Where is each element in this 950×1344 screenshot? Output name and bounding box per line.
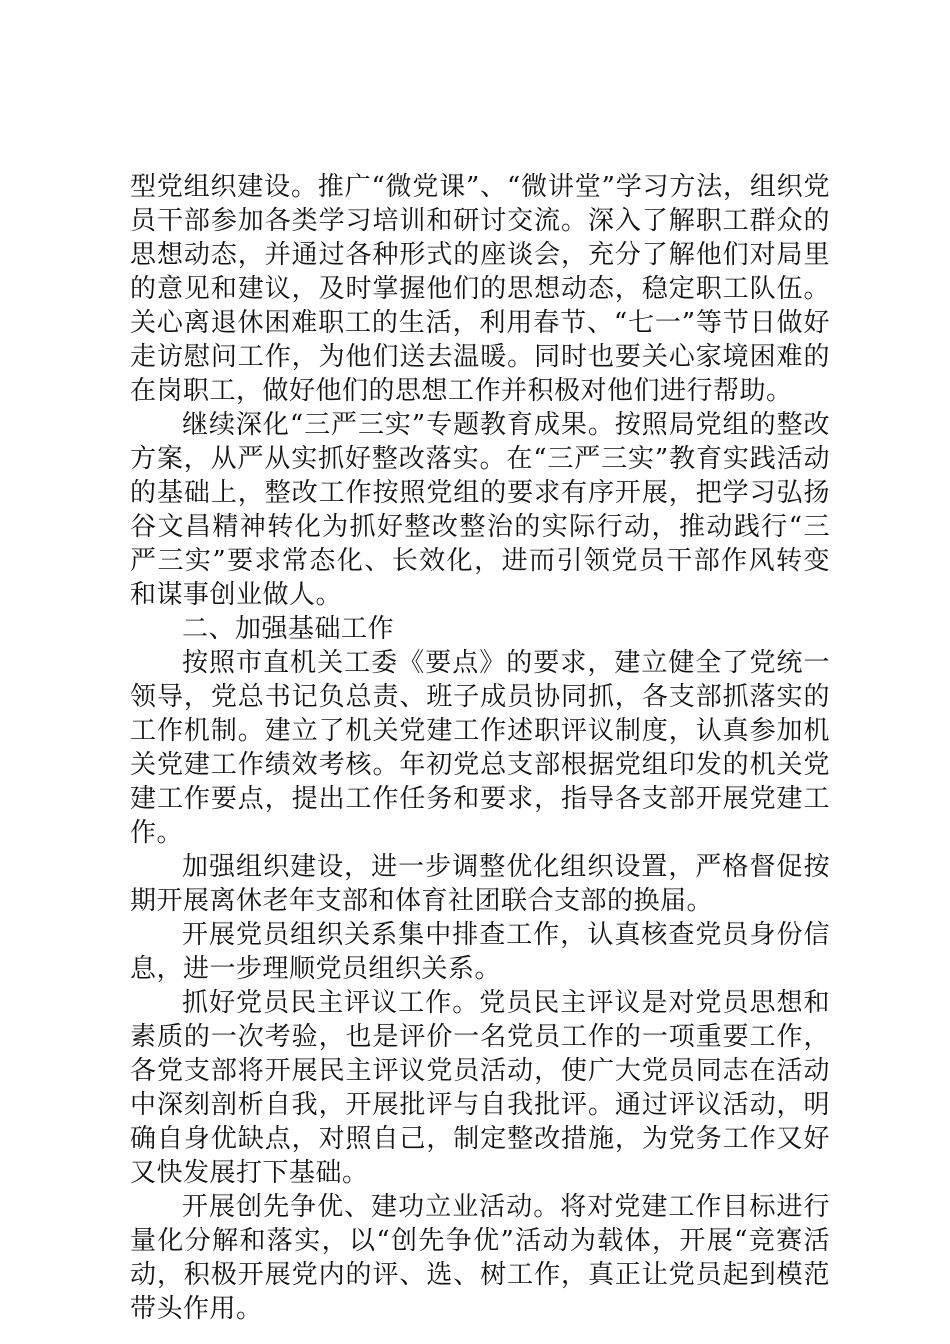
- section-heading: 二、加强基础工作: [182, 614, 395, 644]
- paragraph-organization: 加强组织建设，进一步调整优化组织设置，严格督促按期开展离休老年支部和体育社团联合支部的换届。: [130, 852, 830, 916]
- paragraph-excellence: 开展创先争优、建功立业活动。将对党建工作目标进行量化分解和落实，以“创先争优”活动为载体，开展“竞赛活动，积极开展党内的评、选、树工作，真正让党员起到模范带头作用。: [130, 1192, 830, 1324]
- paragraph-member-check: 开展党员组织关系集中排查工作，认真核查党员身份信息，进一步理顺党员组织关系。: [130, 920, 830, 984]
- paragraph-three-strict: 继续深化“三严三实”专题教育成果。按照局党组的整改方案，从严从实抓好整改落实。在“三严三实”教育实践活动的基础上，整改工作按照党组的要求有序开展，把学习弘扬谷文昌精神转化为抓好整改整治的实际行动，推动践行“三严三实”要求常态化、长效化，进而引领党员干部作风转变和谋事创业做人。: [130, 410, 830, 610]
- paragraph-continuation: 型党组织建设。推广“微党课”、“微讲堂”学习方法，组织党员干部参加各类学习培训和研讨交流。深入了解职工群众的思想动态，并通过各种形式的座谈会，充分了解他们对局里的意见和建议，及时掌握他们的思想动态，稳定职工队伍。关心离退休困难职工的生活，利用春节、“七一”等节日做好走访慰问工作，为他们送去温暖。同时也要关心家境困难的在岗职工，做好他们的思想工作并积极对他们进行帮助。: [130, 172, 830, 406]
- document-body: [130, 170, 830, 1326]
- paragraph-work-mechanism: 按照市直机关工委《要点》的要求，建立健全了党统一领导，党总书记负总责、班子成员协同抓，各支部抓落实的工作机制。建立了机关党建工作述职评议制度，认真参加机关党建工作绩效考核。年初党总支部根据党组印发的机关党建工作要点，提出工作任务和要求，指导各支部开展党建工作。: [130, 648, 830, 848]
- paragraph-democratic-review: 抓好党员民主评议工作。党员民主评议是对党员思想和素质的一次考验，也是评价一名党员工作的一项重要工作，各党支部将开展民主评议党员活动，使广大党员同志在活动中深刻剖析自我，开展批评与自我批评。通过评议活动，明确自身优缺点，对照自己，制定整改措施，为党务工作又好又快发展打下基础。: [130, 988, 830, 1188]
